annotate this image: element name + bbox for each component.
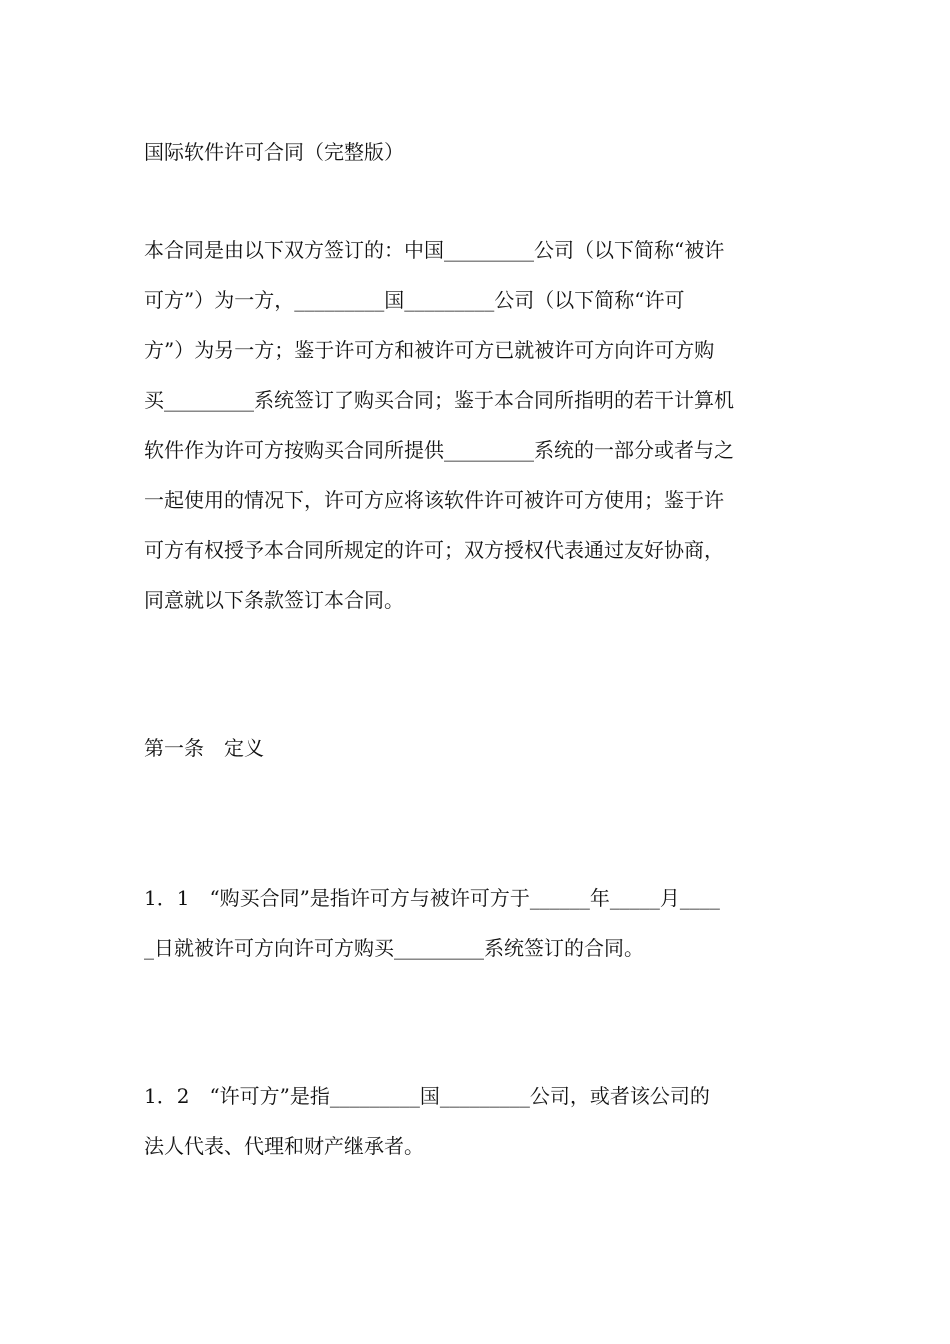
- preamble-line-2: 可方”）为一方，_________国_________公司（以下简称“许可: [144, 288, 685, 312]
- document-title: 国际软件许可合同（完整版）: [144, 140, 404, 164]
- article-1-heading: 第一条 定义: [144, 736, 264, 760]
- preamble-line-8: 同意就以下条款签订本合同。: [144, 588, 404, 612]
- clause-1-1-line-1: 1．1 “购买合同”是指许可方与被许可方于______年_____月____: [144, 886, 720, 910]
- preamble-line-5: 软件作为许可方按购买合同所提供_________系统的一部分或者与之: [144, 438, 734, 462]
- clause-1-2-line-1: 1．2 “许可方”是指_________国_________公司，或者该公司的: [144, 1084, 710, 1108]
- preamble-line-4: 买_________系统签订了购买合同；鉴于本合同所指明的若干计算机: [144, 388, 734, 412]
- preamble-line-3: 方”）为另一方；鉴于许可方和被许可方已就被许可方向许可方购: [144, 338, 715, 362]
- preamble-line-6: 一起使用的情况下，许可方应将该软件许可被许可方使用；鉴于许: [144, 488, 724, 512]
- preamble-line-7: 可方有权授予本合同所规定的许可；双方授权代表通过友好协商，: [144, 538, 724, 562]
- preamble-line-1: 本合同是由以下双方签订的：中国_________公司（以下简称“被许: [144, 238, 725, 262]
- clause-1-1-line-2: _日就被许可方向许可方购买_________系统签订的合同。: [144, 936, 644, 960]
- clause-1-2-line-2: 法人代表、代理和财产继承者。: [144, 1134, 424, 1158]
